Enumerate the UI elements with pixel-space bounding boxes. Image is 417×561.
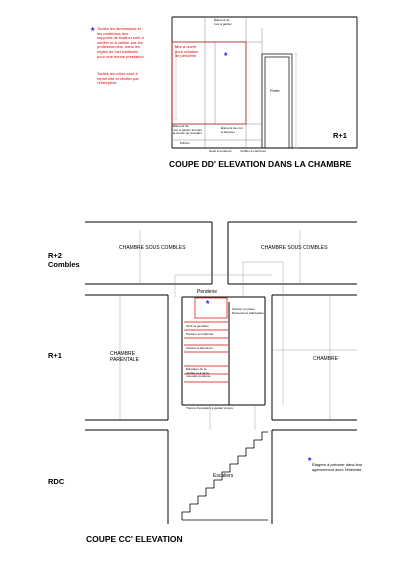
level-r2-line: R+2 <box>48 251 62 260</box>
plinth-label: Plinthe <box>180 141 190 145</box>
callout-mid-2: Hauteur à confirmer <box>186 332 214 336</box>
right-wall-label <box>221 127 243 134</box>
top-level-label: R+1 <box>333 131 347 140</box>
level-r1-label: R+1 <box>48 351 62 360</box>
star-marker-icon: ★ <box>205 300 211 306</box>
top-note-block <box>97 27 145 59</box>
star-marker-icon: ★ <box>223 52 229 58</box>
callout-right-top <box>232 308 264 315</box>
callout-mid-3: Cloison à démonter <box>186 346 213 350</box>
callout-mid-4-line: Élévation de la <box>186 367 207 371</box>
left-wall-line: mur à garder formant <box>173 127 203 132</box>
callout-mid-4 <box>186 368 210 379</box>
right-wall-line: Élément de mur <box>221 126 243 130</box>
level-r2-line: Combles <box>48 259 80 269</box>
top-note-line: professionnels, dans les <box>97 44 140 50</box>
room-attic-left: CHAMBRE SOUS COMBLES <box>119 245 186 251</box>
callout-mid-4-line: vérifier et à de la <box>186 370 209 375</box>
element-top-label <box>214 19 232 26</box>
wall-opening-line: de penderie <box>175 53 197 59</box>
room-parental <box>110 352 139 364</box>
callout-mid-4-line: nouvelle penderie <box>186 374 211 379</box>
top-note-line: règles de l'art habituels <box>97 48 139 54</box>
shelf-note <box>312 463 362 472</box>
wall-opening-label <box>175 45 198 59</box>
penderie-label: Penderie <box>197 289 218 295</box>
room-right: CHAMBRE <box>313 356 339 362</box>
top-note-line: supports de fixation sont à <box>97 35 144 41</box>
bottom-construction-lines <box>120 230 357 430</box>
left-wall-line: la trémie de l'escalier <box>173 131 202 136</box>
top-note-line: Toutes les dimensions et <box>97 26 141 31</box>
top-note-line: vérifier et à valider par les <box>97 39 143 45</box>
star-marker-icon: ★ <box>307 457 313 463</box>
shelf-note-line: Étagère à préciser dans leur <box>312 462 363 467</box>
top-note2-block <box>97 72 139 86</box>
callout-right-top-line: Cloison en place <box>232 307 255 311</box>
shelf-note-line: agencement avec l'ébéniste <box>312 466 362 472</box>
top-note-line: pour une bonne prestation. <box>97 53 145 59</box>
element-top-line: mur à garder <box>214 21 232 26</box>
wall-opening-line: pour création <box>175 48 199 54</box>
element-top-line: Élément de <box>214 18 230 22</box>
top-section-title: COUPE DD' ELEVATION DANS LA CHAMBRE <box>169 159 352 169</box>
top-note2-line: Toutes les côtes sont à <box>97 71 138 76</box>
top-note-line: les matériaux des <box>97 30 129 36</box>
room-parental-line: CHAMBRE <box>110 351 136 357</box>
wall-opening-line: Mur à ouvrir <box>175 44 197 49</box>
top-note2-line: l'entreprise. <box>97 80 118 86</box>
room-parental-line: PARENTALE <box>110 356 139 363</box>
bottom-label-1: Seuil à renforcer <box>209 149 232 153</box>
left-wall-label <box>173 125 202 136</box>
top-note2-line: reprendre et vérifier par <box>97 75 139 81</box>
door-label: Porte <box>270 88 280 93</box>
right-wall-line: à déposer <box>221 129 235 134</box>
door-outline <box>262 54 292 148</box>
left-wall-line: Élément de <box>173 124 189 128</box>
callout-right-top-line: Dimensions habituelles <box>232 310 264 315</box>
level-r2-label <box>48 252 80 269</box>
level-rdc-label: RDC <box>48 477 65 486</box>
star-marker-icon: ★ <box>90 27 96 33</box>
room-attic-right: CHAMBRE SOUS COMBLES <box>261 245 328 251</box>
callout-mid-1: Tenir la penderie <box>186 324 209 328</box>
callout-bottom: Trémie d'escaliers à garder propre <box>186 406 234 410</box>
bottom-label-2: Vérifier à confirmer <box>240 149 267 153</box>
room-stairs: Escaliers <box>213 473 234 479</box>
bottom-section-title: COUPE CC' ELEVATION <box>86 534 183 544</box>
